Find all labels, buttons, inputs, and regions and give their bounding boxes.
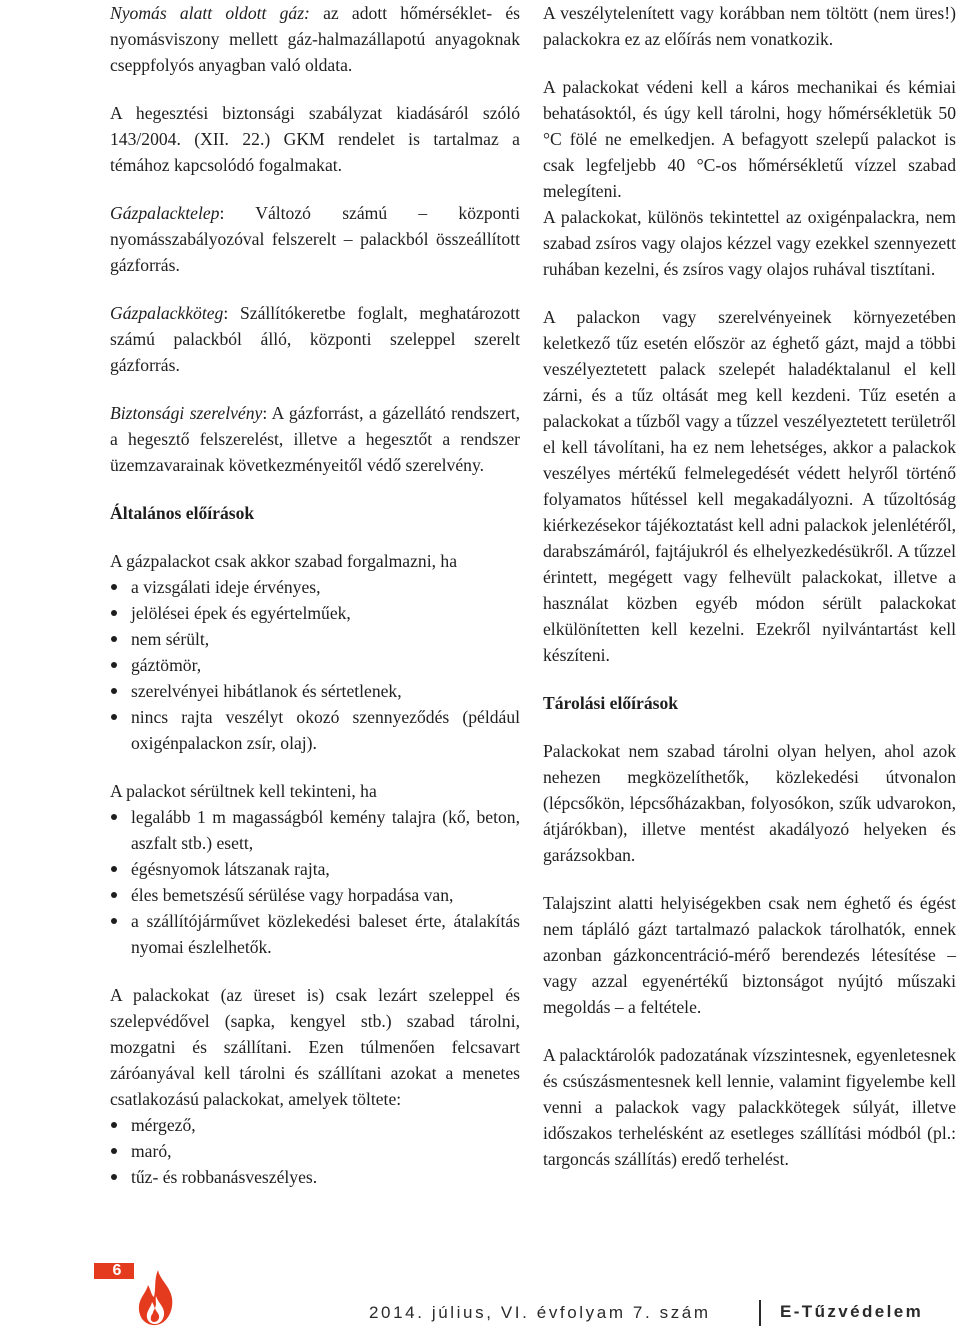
flame-icon (134, 1268, 180, 1328)
definition-text: : Szállítókeretbe foglalt, meghatározott számú palackból álló, központi szeleppel szerelt gázforrás. (110, 303, 520, 375)
list-item: maró, (110, 1138, 520, 1164)
list-item: szerelvényei hibátlanok és sértetlenek, (110, 678, 520, 704)
definition-paragraph (110, 400, 520, 478)
left-column (110, 0, 520, 1190)
list-item: nem sérült, (110, 626, 520, 652)
definition-paragraph (110, 200, 520, 278)
body-paragraph: A palackokat védeni kell a káros mechanikai és kémiai behatásoktól, és úgy kell tárolni, hogy hőmérsékletük 50 °C fölé ne emelkedjen. A befagyott szelepű palackot is csak legfeljebb 40 °C-os hőmérsékletű vízzel szabad melegíteni. (543, 77, 956, 201)
list-item: a vizsgálati ideje érvényes, (110, 574, 520, 600)
definition-paragraph (110, 0, 520, 78)
list-item: nincs rajta veszélyt okozó szennyeződés (például oxigénpalackon zsír, olaj). (110, 704, 520, 756)
bullet-list (110, 804, 520, 960)
definition-term: Biztonsági szerelvény (110, 403, 263, 423)
list-item: a szállítójárművet közlekedési baleset érte, átalakítás nyomai észlelhetők. (110, 908, 520, 960)
definition-term: Nyomás alatt oldott gáz: (110, 3, 310, 23)
page-number: 6 (112, 1262, 122, 1279)
list-item: égésnyomok látszanak rajta, (110, 856, 520, 882)
definition-paragraph (110, 300, 520, 378)
list-item: éles bemetszésű sérülése vagy horpadása van, (110, 882, 520, 908)
section-heading: Tárolási előírások (543, 693, 679, 713)
definition-term: Gázpalackköteg (110, 303, 224, 323)
list-item: gáztömör, (110, 652, 520, 678)
list-item: mérgező, (110, 1112, 520, 1138)
list-item: jelölései épek és egyértelműek, (110, 600, 520, 626)
section-heading: Általános előírások (110, 503, 255, 523)
right-column (543, 0, 956, 1172)
footer-issue: 2014. július, VI. évfolyam 7. szám (369, 1303, 711, 1322)
definition-text: : Változó számú – központi nyomásszabályozóval felszerelt – palackból összeállított gázforrás. (110, 203, 520, 275)
list-intro: A palackot sérültnek kell tekinteni, ha (110, 781, 377, 801)
body-paragraph: A palacktárolók padozatának vízszintesnek, egyenletesnek és csúszásmentesnek kell lennie, valamint figyelembe kell venni a palackok vagy palackkötegek súlyát, illetve időszakos terhelésként az esetleges szállítási módból (pl.: targoncás szállítás) eredő terhelést. (543, 1045, 956, 1169)
bullet-list (110, 574, 520, 756)
footer-divider (759, 1300, 761, 1326)
body-paragraph: A veszélytelenített vagy korábban nem töltött (nem üres!) palackokra ez az előírás nem vonatkozik. (543, 3, 956, 49)
body-paragraph: A palackokat, különös tekintettel az oxigénpalackra, nem szabad zsíros vagy olajos kézzel vagy ezekkel szennyezett ruhában kezelni, és zsíros vagy olajos ruhával tisztítani. (543, 207, 956, 279)
footer-magazine-title: E-Tűzvédelem (780, 1302, 924, 1321)
body-paragraph: A palackon vagy szerelvényeinek környezetében keletkező tűz esetén először az éghető gázt, majd a többi veszélyeztetett palack szelepét haladéktalanul el kell zárni, és a tűz oltását meg kell kezdeni. Tűz esetén a palackokat a tűzből vagy a tűzzel veszélyeztetett területről el kell távolítani, ha ez nem lehetséges, akkor a palackok veszélyes mértékű felmelegedését védett helyről történő folyamatos hűtéssel kell megakadályozni. A tűzoltóság kiérkezésekor tájékoztatást kell adni palackok jelenlétéről, darabszámáról, fajtájukról és elhelyezkedésükről. A tűzzel érintett, megégett vagy felhevült palackokat, illetve a használat közben egyéb módon sérült palackokat elkülönítetten kell kezelni. Ezekről nyilvántartást kell készíteni. (543, 307, 956, 665)
list-intro: A gázpalackot csak akkor szabad forgalmazni, ha (110, 551, 458, 571)
regulation-paragraph: A hegesztési biztonsági szabályzat kiadásáról szóló 143/2004. (XII. 22.) GKM rendelet is tartalmaz a témához kapcsolódó fogalmakat. (110, 103, 520, 175)
body-paragraph: A palackokat (az üreset is) csak lezárt szeleppel és szelepvédővel (sapka, kengyel stb.) szabad tárolni, mozgatni és szállítani. Ezen túlmenően felcsavart záróanyával kell tárolni és szállítani azokat a menetes csatlakozású palackokat, amelyek töltete: (110, 985, 520, 1109)
list-item: legalább 1 m magasságból kemény talajra (kő, beton, aszfalt stb.) esett, (110, 804, 520, 856)
list-item: tűz- és robbanásveszélyes. (110, 1164, 520, 1190)
body-paragraph: Talajszint alatti helyiségekben csak nem éghető és égést nem tápláló gázt tartalmazó palackok tárolhatók, ennek azonban gázkoncentráció-mérő berendezés létesítése – vagy azzal egyenértékű biztonságot nyújtó műszaki megoldás – a feltétele. (543, 893, 956, 1017)
definition-term: Gázpalacktelep (110, 203, 220, 223)
definition-text: az adott hőmérséklet- és nyomásviszony mellett gáz-halmazállapotú anyagoknak cseppfolyós anyagban való oldata. (110, 3, 521, 75)
bullet-list (110, 1112, 520, 1190)
body-paragraph: Palackokat nem szabad tárolni olyan helyen, ahol azok nehezen megközelíthetők, közlekedési útvonalon (lépcsőkön, lépcsőházakban, folyosókon, szűk udvarokon, átjárókban), illetve mentést akadályozó helyeken és garázsokban. (543, 741, 956, 865)
definition-text: : A gázforrást, a gázellátó rendszert, a hegesztő felszerelést, illetve a hegesztőt a rendszer üzemzavarainak következményeitől védő szerelvény. (110, 403, 520, 475)
